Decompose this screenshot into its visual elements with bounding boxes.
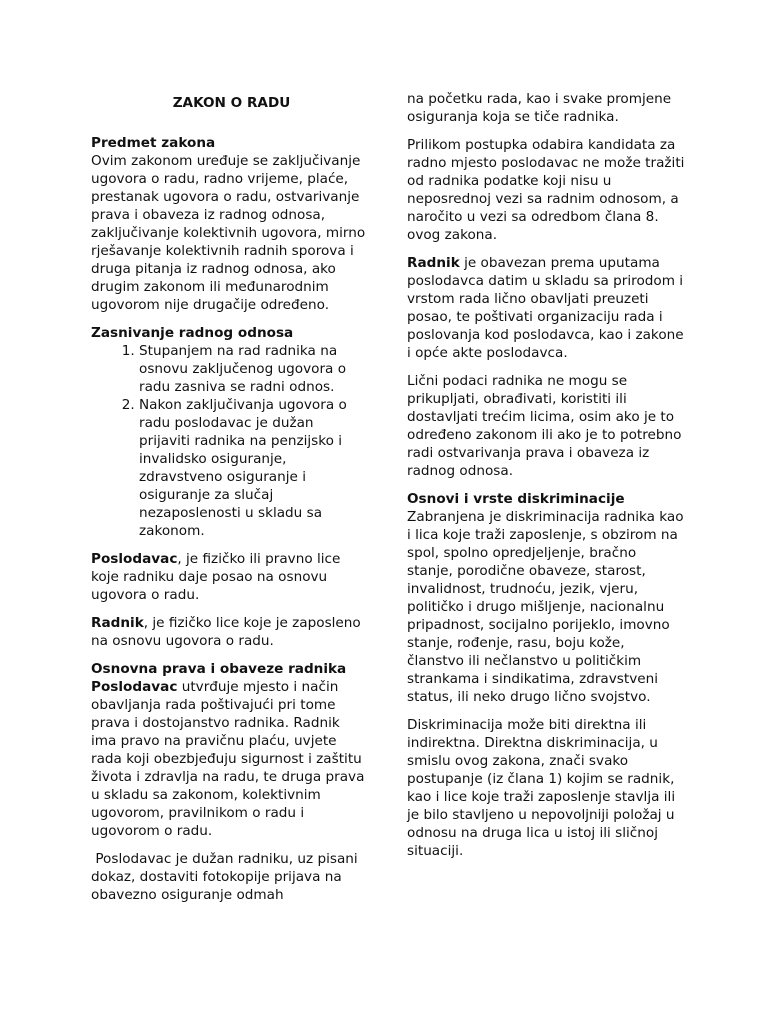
bold-term: Poslodavac [91, 679, 178, 695]
document-title: ZAKON O RADU [172, 95, 291, 111]
paragraph-text: , je fizičko ili pravno lice koje radniku daje posao na osnovu ugovora o radu. [91, 551, 341, 603]
section-heading: Zasnivanje radnog odnosa [91, 325, 294, 341]
section-predmet-zakona [91, 134, 366, 314]
section-diskriminacija [407, 490, 685, 706]
section-osnovna-prava [91, 660, 366, 840]
list-item: 1. Stupanjem na rad radnika na osnovu zaključenog ugovora o radu zasniva se radni odnos. [139, 342, 366, 396]
paragraph-text: utvrđuje mjesto i način obavljanja rada poštivajući pri tome prava i dostojanstvo radnika. Radnik ima pravo na pravičnu plaću, uvjete rada koji obezbjeđuju sigurnost i zaštitu života i zdravlja na radu, te druga prava u skladu sa zakonom, kolektivnim ugovorom, pravilnikom o radu i ugovorom o radu. [91, 679, 365, 839]
section-text: Ovim zakonom uređuje se zaključivanje ugovora o radu, radno vrijeme, plaće, prestanak ugovora o radu, ostvarivanje prava i obaveza iz radnog odnosa, zaključivanje kolektivnih ugovora, mirno rješavanje kolektivnih radnih sporova i druga pitanja iz radnog odnosa, ako drugim zakonom ili međunarodnim ugovorom nije drugačije određeno. [91, 153, 366, 313]
paragraph-radnik-definition [91, 614, 366, 650]
paragraph [91, 850, 366, 904]
paragraph [91, 678, 366, 840]
section-heading: Osnovna prava i obaveze radnika [91, 661, 347, 677]
paragraph: Diskriminacija može biti direktna ili indirektna. Direktna diskriminacija, u smislu ovog zakona, znači svako postupanje (iz člana 1) kojim se radnik, kao i lice koje traži zaposlenje stavlja ili je bilo stavljeno u nepovoljniji položaj u odnosu na druga lica u istoj ili sličnoj situaciji. [407, 717, 676, 859]
bold-term: Poslodavac [91, 551, 178, 567]
list-item: 2. Nakon zaključivanja ugovora o radu poslodavac je dužan prijaviti radnika na penzijsko i invalidsko osiguranje, zdravstveno osiguranje i osiguranje za slučaj nezaposlenosti u skladu sa zakonom. [139, 396, 366, 540]
paragraph-text: , je fizičko lice koje je zaposleno na osnovu ugovora o radu. [91, 615, 361, 649]
paragraph: na početku rada, kao i svake promjene osiguranja koja se tiče radnika. [407, 91, 672, 125]
numbered-list [91, 342, 366, 540]
paragraph-poslodavac-definition [91, 550, 366, 604]
bold-term: Radnik [407, 255, 460, 271]
section-heading: Predmet zakona [91, 135, 216, 151]
paragraph: Lični podaci radnika ne mogu se prikupljati, obrađivati, koristiti ili dostavljati trećim licima, osim ako je to određeno zakonom ili ako je to potrebno radi ostvarivanja prava i obaveza iz radnog odnosa. [407, 373, 682, 479]
paragraph-text: Poslodavac je dužan radniku, uz pisani dokaz, dostaviti fotokopije prijava na obavezno osiguranje odmah [91, 851, 363, 903]
bold-term: Radnik [91, 615, 144, 631]
paragraph-text: je obavezan prema uputama poslodavca datim u skladu sa prirodom i vrstom rada lično obavljati preuzeti posao, te poštivati organizaciju rada i poslovanja kod poslodavca, kao i zakone i opće akte poslodavca. [407, 255, 684, 361]
section-text: Zabranjena je diskriminacija radnika kao i lica koje traži zaposlenje, s obzirom na spol, spolno opredjeljenje, bračno stanje, porodične obaveze, starost, invalidnost, trudnoću, jezik, vjeru, političko i drugo mišljenje, nacionalnu pripadnost, socijalno porijeklo, imovno stanje, rođenje, rasu, boju kože, članstvo ili nečlanstvo u političkim strankama i sindikatima, zdravstveni status, ili neko drugo lično svojstvo. [407, 509, 684, 705]
section-heading: Osnovi i vrste diskriminacije [407, 491, 625, 507]
paragraph [407, 254, 685, 362]
paragraph: Prilikom postupka odabira kandidata za radno mjesto poslodavac ne može tražiti od radnika podatke koji nisu u neposrednoj vezi sa radnim odnosom, a naročito u vezi sa odredbom člana 8. ovog zakona. [407, 137, 685, 243]
right-column [407, 90, 685, 870]
left-column [91, 90, 366, 904]
